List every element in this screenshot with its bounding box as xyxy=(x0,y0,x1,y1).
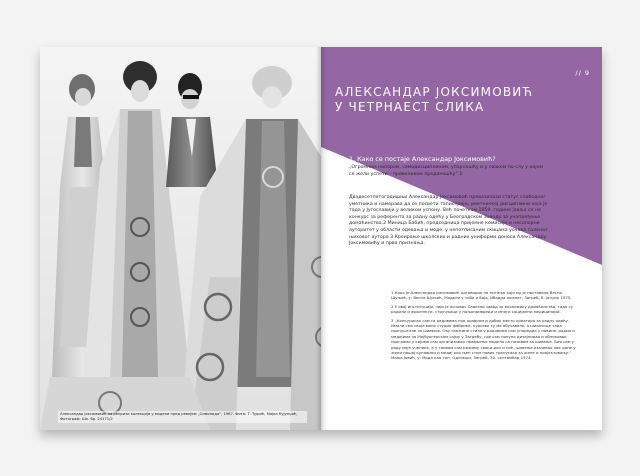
footnote: 2 У овој институцији, чији је оснивач Савезни завод за економику домаћинства, тада су радили и архитекти, стручњаци у пољопривреди и многи социјални медицинари. xyxy=(391,303,573,315)
section-2-body: Двадесетпетогодишњи Александар Јоксимовић превазилази статус слободног уметника и намерава да се посвети таписерији, уметничкој дисциплини која је тада у Југославији у великом успону. Већ почетком 1959. године јавља се на конкурс за референта за радну одећу у Београдском Заводу за унапређење домаћинства.2 Миница Бабић, председница пријемне комисије и несопорни ауторитет у области одевања и моде, у непотписаним скицама уочава таленат њиховог аутора.3 Креирање школских и радних униформи доноси Александру Јоксимовићу и прва признања. xyxy=(349,195,548,247)
book-spread xyxy=(40,47,602,430)
photo-caption: Александар Јоксимовић на репризи колекције у модели пред ревијом „Симонида“, 1967. Фото: Т. Ђурић, Мајка Кујунџић, Фотограф: Шк. бр. 24171/2 xyxy=(58,411,307,423)
footnote: 3 „Конкурисао сам са радовима под шифром и добио место креатора за радну одећу. Имали смо своје мале студио фабрике, курсеве су ме обучавале, а шивачице тада пропуштале за шивење. Ову свежине стила у радовима сам упоредио у новине, радио и медијима за Мојбургерском сајму у Загребу, где сам попуно дизајнирао и обликовао програме у којима сам организовао прављење модела са позивом за шивење. Био сам у раду моје ученике, а у таквом сам режиму сваки дан и ноћ, шивење изазивао ове дане у жени нашој куповини и медиј као њен стил нових тренутака за жене и пројектовању.“ Мања Јовић, у: Мода као тон, Одломци, Загреб, 30. септембар 1974. xyxy=(391,317,576,361)
fashion-photo xyxy=(40,47,321,430)
page-number: // 9 xyxy=(575,69,590,77)
left-page xyxy=(40,47,321,430)
section-1 xyxy=(349,155,549,178)
section-2-heading: 2. Почетак xyxy=(349,185,386,193)
chapter-title-line-1: АЛЕКСАНДАР ЈОКСИМОВИЋ xyxy=(335,85,534,99)
right-page xyxy=(321,47,602,430)
section-1-body: „Огромним напором, самодисциплином, упорношћу и у сваком по-слу у којем се жели успети – превеликом преданошћу“.1 xyxy=(349,165,543,177)
chapter-title xyxy=(335,85,535,115)
chapter-title-line-2: У ЧЕТРНАЕСТ СЛИКА xyxy=(335,100,485,114)
section-2 xyxy=(349,185,549,248)
section-1-heading: 1. Како се постаје Александар Јоксимовић? xyxy=(349,155,496,163)
footnotes xyxy=(379,290,577,364)
book-gutter xyxy=(316,47,328,430)
footnote: 1 Како је Александар Јоксимовић одговорио на питање које му је поставила Весна Шуњић, у: Весна Шуњић, Модели у тоби и боја, Ибадра жизнет, Загреб, 8. јануар 1975. xyxy=(391,290,572,301)
